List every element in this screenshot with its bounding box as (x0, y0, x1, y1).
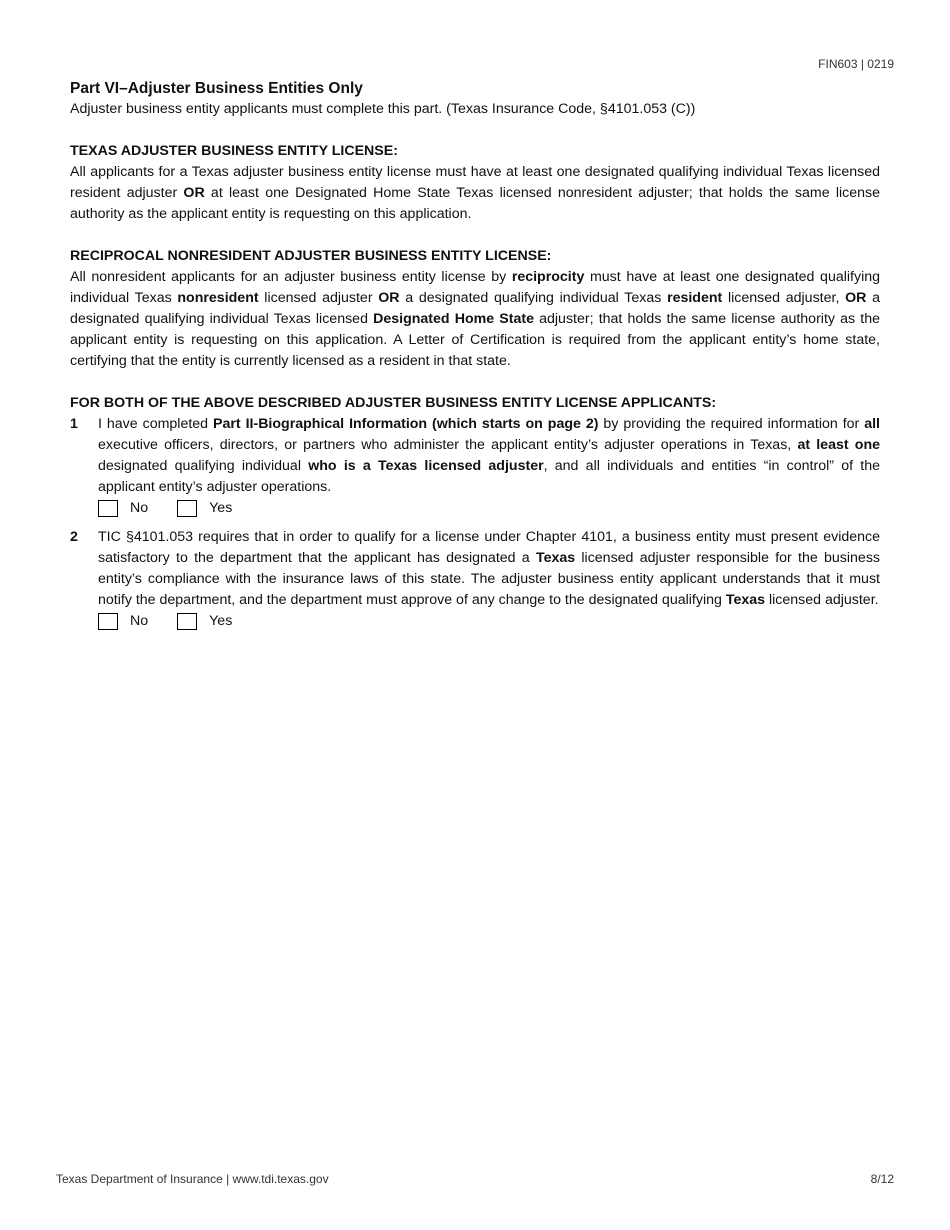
answer-choices (98, 498, 880, 519)
yes-option[interactable] (177, 498, 232, 519)
answer-choices (98, 611, 880, 632)
form-id: FIN603 | 0219 (818, 57, 894, 71)
applicants-heading: FOR BOTH OF THE ABOVE DESCRIBED ADJUSTER BUSINESS ENTITY LICENSE APPLICANTS: (70, 395, 717, 411)
yes-checkbox[interactable] (177, 500, 197, 517)
question-text: TIC §4101.053 requires that in order to qualify for a license under Chapter 4101, a business entity must present evidence satisfactory to the department that the applicant has designated a Texas licensed adjuster responsible for the business entity’s compliance with the insurance laws of this state. The adjuster business entity applicant understands that it must notify the department, and the department must approve of any change to the designated qualifying Texas licensed adjuster. (98, 529, 881, 608)
part-intro: Adjuster business entity applicants must complete this part. (Texas Insurance Code, §4101.053 (C)) (70, 101, 696, 117)
part-vi-section (70, 79, 880, 632)
yes-checkbox[interactable] (177, 613, 197, 630)
question-2 (70, 527, 880, 632)
yes-label: Yes (209, 613, 233, 629)
no-option[interactable] (98, 498, 148, 519)
no-label: No (130, 500, 149, 516)
yes-option[interactable] (177, 611, 232, 632)
no-label: No (130, 613, 149, 629)
no-checkbox[interactable] (98, 613, 118, 630)
question-text: I have completed Part II-Biographical Information (which starts on page 2) by providing the required information for all executive officers, directors, or partners who administer the applicant entity’s adjuster operations in Texas, at least one designated qualifying individual who is a Texas licensed adjuster, and all individuals and entities “in control” of the applicant entity’s adjuster operations. (98, 416, 880, 495)
no-checkbox[interactable] (98, 500, 118, 517)
texas-license-heading: TEXAS ADJUSTER BUSINESS ENTITY LICENSE: (70, 143, 398, 159)
texas-license-text: All applicants for a Texas adjuster business entity license must have at least one designated qualifying individual Texas licensed resident adjuster OR at least one Designated Home State Texas licensed nonresident adjuster; that holds the same license authority as the applicant entity is requesting on this application. (70, 164, 880, 222)
question-number: 1 (70, 416, 78, 432)
question-number: 2 (70, 529, 78, 545)
question-1 (70, 414, 880, 519)
footer-agency: Texas Department of Insurance | www.tdi.texas.gov (56, 1172, 329, 1186)
part-title: Part VI–Adjuster Business Entities Only (70, 80, 363, 97)
no-option[interactable] (98, 611, 148, 632)
reciprocal-license-heading: RECIPROCAL NONRESIDENT ADJUSTER BUSINESS ENTITY LICENSE: (70, 248, 552, 264)
yes-label: Yes (209, 500, 233, 516)
reciprocal-license-text: All nonresident applicants for an adjuster business entity license by reciprocity must have at least one designated qualifying individual Texas nonresident licensed adjuster OR a designated qualifying individual Texas resident licensed adjuster, OR a designated qualifying individual Texas licensed Designated Home State adjuster; that holds the same license authority as the applicant entity is requesting on this application. A Letter of Certification is required from the applicant entity’s home state, certifying that the entity is currently licensed as a resident in that state. (70, 269, 881, 369)
page-number: 8/12 (870, 1172, 894, 1186)
